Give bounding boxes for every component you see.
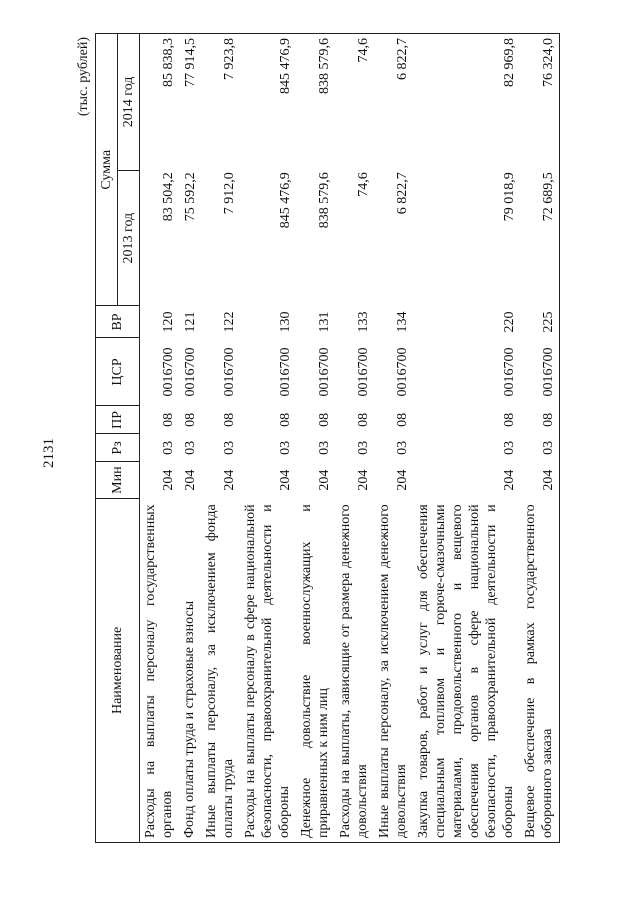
row-csr: 0016700 [222,347,237,397]
row-min: 204 [183,469,198,491]
row-pr: 08 [161,412,176,427]
table-body [140,34,560,843]
header-min: Мин [96,462,140,498]
row-amount-2013: 72 689,5 [520,170,560,306]
row-min: 204 [222,469,237,491]
row-amount-2014: 838 579,6 [296,34,335,171]
row-amount-2014: 74,6 [335,34,374,171]
row-min: 204 [356,469,371,491]
row-amount-2014: 82 969,8 [413,34,520,171]
row-rz: 03 [317,440,332,455]
table-row [374,34,413,843]
row-amount-2014: 76 324,0 [520,34,560,171]
header-pr: ПР [96,406,140,434]
row-csr: 0016700 [161,347,176,397]
row-amount-2013: 79 018,9 [502,172,517,222]
rotated-page-content [73,33,555,843]
row-csr: 0016700 [395,347,410,397]
row-csr: 0016700 [520,338,560,406]
table-row [335,34,374,843]
table-row [240,34,296,843]
row-csr: 0016700 [502,347,517,397]
row-amount-2013: 845 476,9 [278,172,293,229]
row-name: Расходы на выплаты, зависящие от размера денежного довольствия [335,498,374,842]
row-vr: 225 [520,306,560,338]
row-vr: 121 [183,311,198,333]
row-vr: 122 [222,311,237,333]
row-pr: 08 [502,412,517,427]
header-name: Наименование [96,498,140,842]
row-amount-2013: 838 579,6 [317,172,332,229]
row-name: Закупка товаров, работ и услуг для обеспечения специальным топливом и горюче-смазочными материалами, продовольственного и вещевого обеспечения органов в сфере национальной безопасности, правоохранительной деятельности и обороны [413,498,520,842]
row-name: Фонд оплаты труда и страховые взносы [179,498,201,842]
row-amount-2014: 85 838,3 [140,34,180,171]
row-name: Расходы на выплаты персоналу государственных органов [140,498,180,842]
row-csr: 0016700 [317,347,332,397]
header-rz: Рз [96,434,140,462]
header-csr: ЦСР [96,338,140,406]
row-amount-2013: 6 822,7 [395,172,410,215]
units-note: (тыс. рублей) [76,37,91,117]
row-min: 204 [317,469,332,491]
table-row [201,34,240,843]
row-vr: 133 [356,311,371,333]
row-vr: 134 [395,311,410,333]
row-pr: 08 [222,412,237,427]
row-name: Иные выплаты персоналу, за исключением денежного довольствия [374,498,413,842]
row-pr: 08 [520,406,560,434]
row-rz: 03 [395,440,410,455]
row-pr: 08 [356,412,371,427]
row-rz: 03 [356,440,371,455]
header-year-2013: 2013 год [118,170,140,306]
row-rz: 03 [278,440,293,455]
row-name: Иные выплаты персоналу, за исключением фонда оплаты труда [201,498,240,842]
table-row [140,34,180,843]
row-amount-2014: 7 923,8 [201,34,240,171]
table-row [413,34,520,843]
row-amount-2014: 6 822,7 [374,34,413,171]
row-vr: 220 [502,311,517,333]
table-row [179,34,201,843]
row-pr: 08 [278,412,293,427]
row-vr: 120 [161,311,176,333]
row-amount-2013: 83 504,2 [161,172,176,222]
row-pr: 08 [395,412,410,427]
row-csr: 0016700 [278,347,293,397]
row-min: 204 [502,469,517,491]
row-rz: 03 [502,440,517,455]
row-rz: 03 [520,434,560,462]
row-amount-2013: 74,6 [356,172,371,197]
budget-table [95,33,560,843]
header-vr: ВР [96,306,140,338]
row-amount-2013: 75 592,2 [183,172,198,222]
row-name: Расходы на выплаты персоналу в сфере национальной безопасности, правоохранительной деятельности и обороны [240,498,296,842]
page-number: 2131 [41,438,57,468]
table-row [520,34,560,843]
header-year-2014: 2014 год [118,34,140,171]
row-name: Денежное довольствие военнослужащих и приравненных к ним лиц [296,498,335,842]
row-min: 204 [520,462,560,498]
row-vr: 131 [317,311,332,333]
row-min: 204 [161,469,176,491]
row-csr: 0016700 [356,347,371,397]
row-vr: 130 [278,311,293,333]
row-name: Вещевое обеспечение в рамках государственного оборонного заказа [520,498,560,842]
header-sum: Сумма [96,34,118,306]
row-csr: 0016700 [183,347,198,397]
row-amount-2014: 845 476,9 [240,34,296,171]
row-amount-2013: 7 912,0 [222,172,237,215]
row-pr: 08 [317,412,332,427]
row-rz: 03 [183,440,198,455]
table-header [96,34,140,843]
row-pr: 08 [183,412,198,427]
row-min: 204 [278,469,293,491]
row-rz: 03 [161,440,176,455]
table-row [296,34,335,843]
row-rz: 03 [222,440,237,455]
row-min: 204 [395,469,410,491]
row-amount-2014: 77 914,5 [179,34,201,171]
